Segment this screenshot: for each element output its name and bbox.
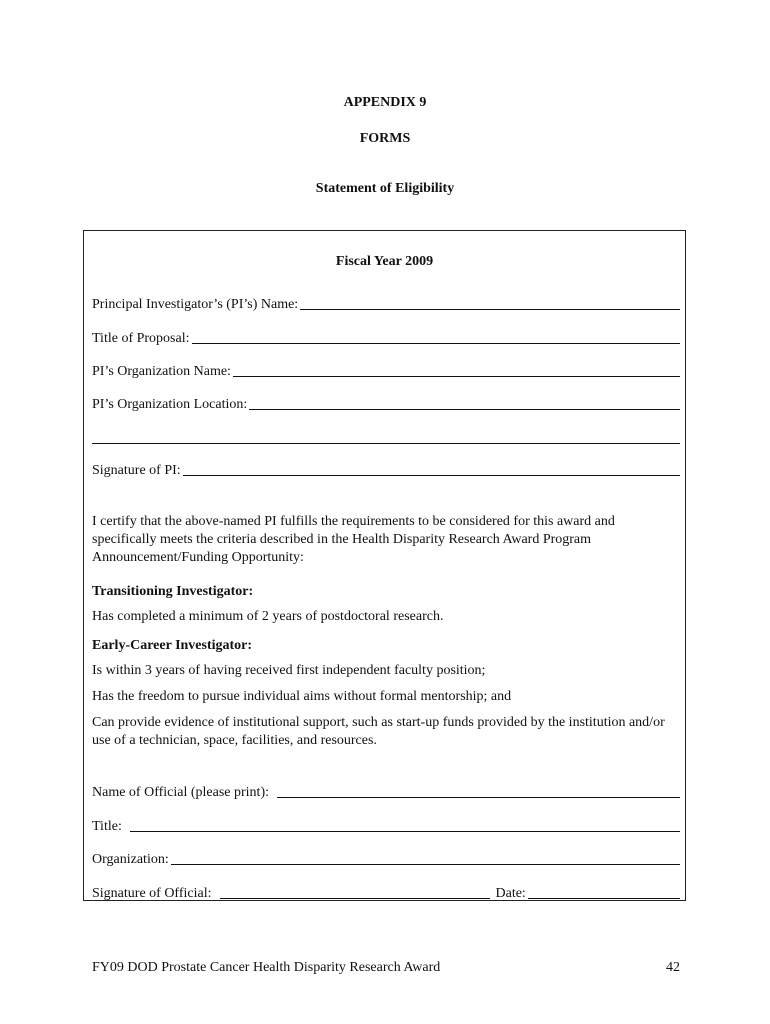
org-location-field[interactable] <box>92 393 680 413</box>
forms-heading: FORMS <box>359 131 411 146</box>
pi-signature-label: Signature of PI: <box>92 463 181 478</box>
official-organization-input-line[interactable] <box>171 850 680 865</box>
pi-signature-input-line[interactable] <box>183 461 680 476</box>
pi-signature-field[interactable] <box>92 459 680 479</box>
eligibility-form-box <box>83 230 686 901</box>
fiscal-year-heading: Fiscal Year 2009 <box>335 254 434 269</box>
certification-statement: I certify that the above-named PI fulfills the requirements to be considered for this award and specifically meets the criteria described in the Health Disparity Research Award Program Announcement/Funding Opportunity: <box>92 514 615 565</box>
proposal-title-label: Title of Proposal: <box>92 331 190 346</box>
official-title-input-line[interactable] <box>130 817 680 832</box>
early-career-heading: Early-Career Investigator: <box>92 638 253 653</box>
proposal-title-field[interactable] <box>92 327 680 347</box>
official-organization-label: Organization: <box>92 852 169 867</box>
early-career-criterion-3: Can provide evidence of institutional support, such as start-up funds provided by the institution and/or use of a technician, space, facilities, and resources. <box>92 715 665 748</box>
date-input-line[interactable] <box>528 884 680 899</box>
org-name-label: PI’s Organization Name: <box>92 364 231 379</box>
official-title-label: Title: <box>92 819 122 834</box>
official-signature-input-line[interactable] <box>220 884 490 899</box>
statement-heading: Statement of Eligibility <box>315 181 455 196</box>
official-name-input-line[interactable] <box>277 783 680 798</box>
pi-name-input-line[interactable] <box>300 295 680 310</box>
early-career-criterion-2: Has the freedom to pursue individual aims without formal mentorship; and <box>92 689 512 704</box>
org-name-input-line[interactable] <box>233 362 680 377</box>
official-title-field[interactable] <box>92 815 680 835</box>
appendix-heading: APPENDIX 9 <box>343 95 427 110</box>
org-name-field[interactable] <box>92 360 680 380</box>
proposal-title-input-line[interactable] <box>192 329 681 344</box>
official-organization-field[interactable] <box>92 848 680 868</box>
official-signature-field[interactable] <box>92 882 680 902</box>
org-location-extra-line[interactable] <box>92 443 680 444</box>
early-career-criterion-1: Is within 3 years of having received first independent faculty position; <box>92 663 486 678</box>
official-signature-label: Signature of Official: <box>92 886 212 901</box>
org-location-input-line[interactable] <box>249 395 680 410</box>
official-name-label: Name of Official (please print): <box>92 785 270 800</box>
page-number: 42 <box>666 960 680 975</box>
transitioning-criteria: Has completed a minimum of 2 years of postdoctoral research. <box>92 609 444 624</box>
org-location-label: PI’s Organization Location: <box>92 397 248 412</box>
footer-title: FY09 DOD Prostate Cancer Health Disparity Research Award <box>92 960 441 975</box>
pi-name-field[interactable] <box>92 293 680 313</box>
official-name-field[interactable] <box>92 781 680 801</box>
transitioning-heading: Transitioning Investigator: <box>92 584 254 599</box>
date-label: Date: <box>495 886 526 901</box>
pi-name-label: Principal Investigator’s (PI’s) Name: <box>92 297 299 312</box>
